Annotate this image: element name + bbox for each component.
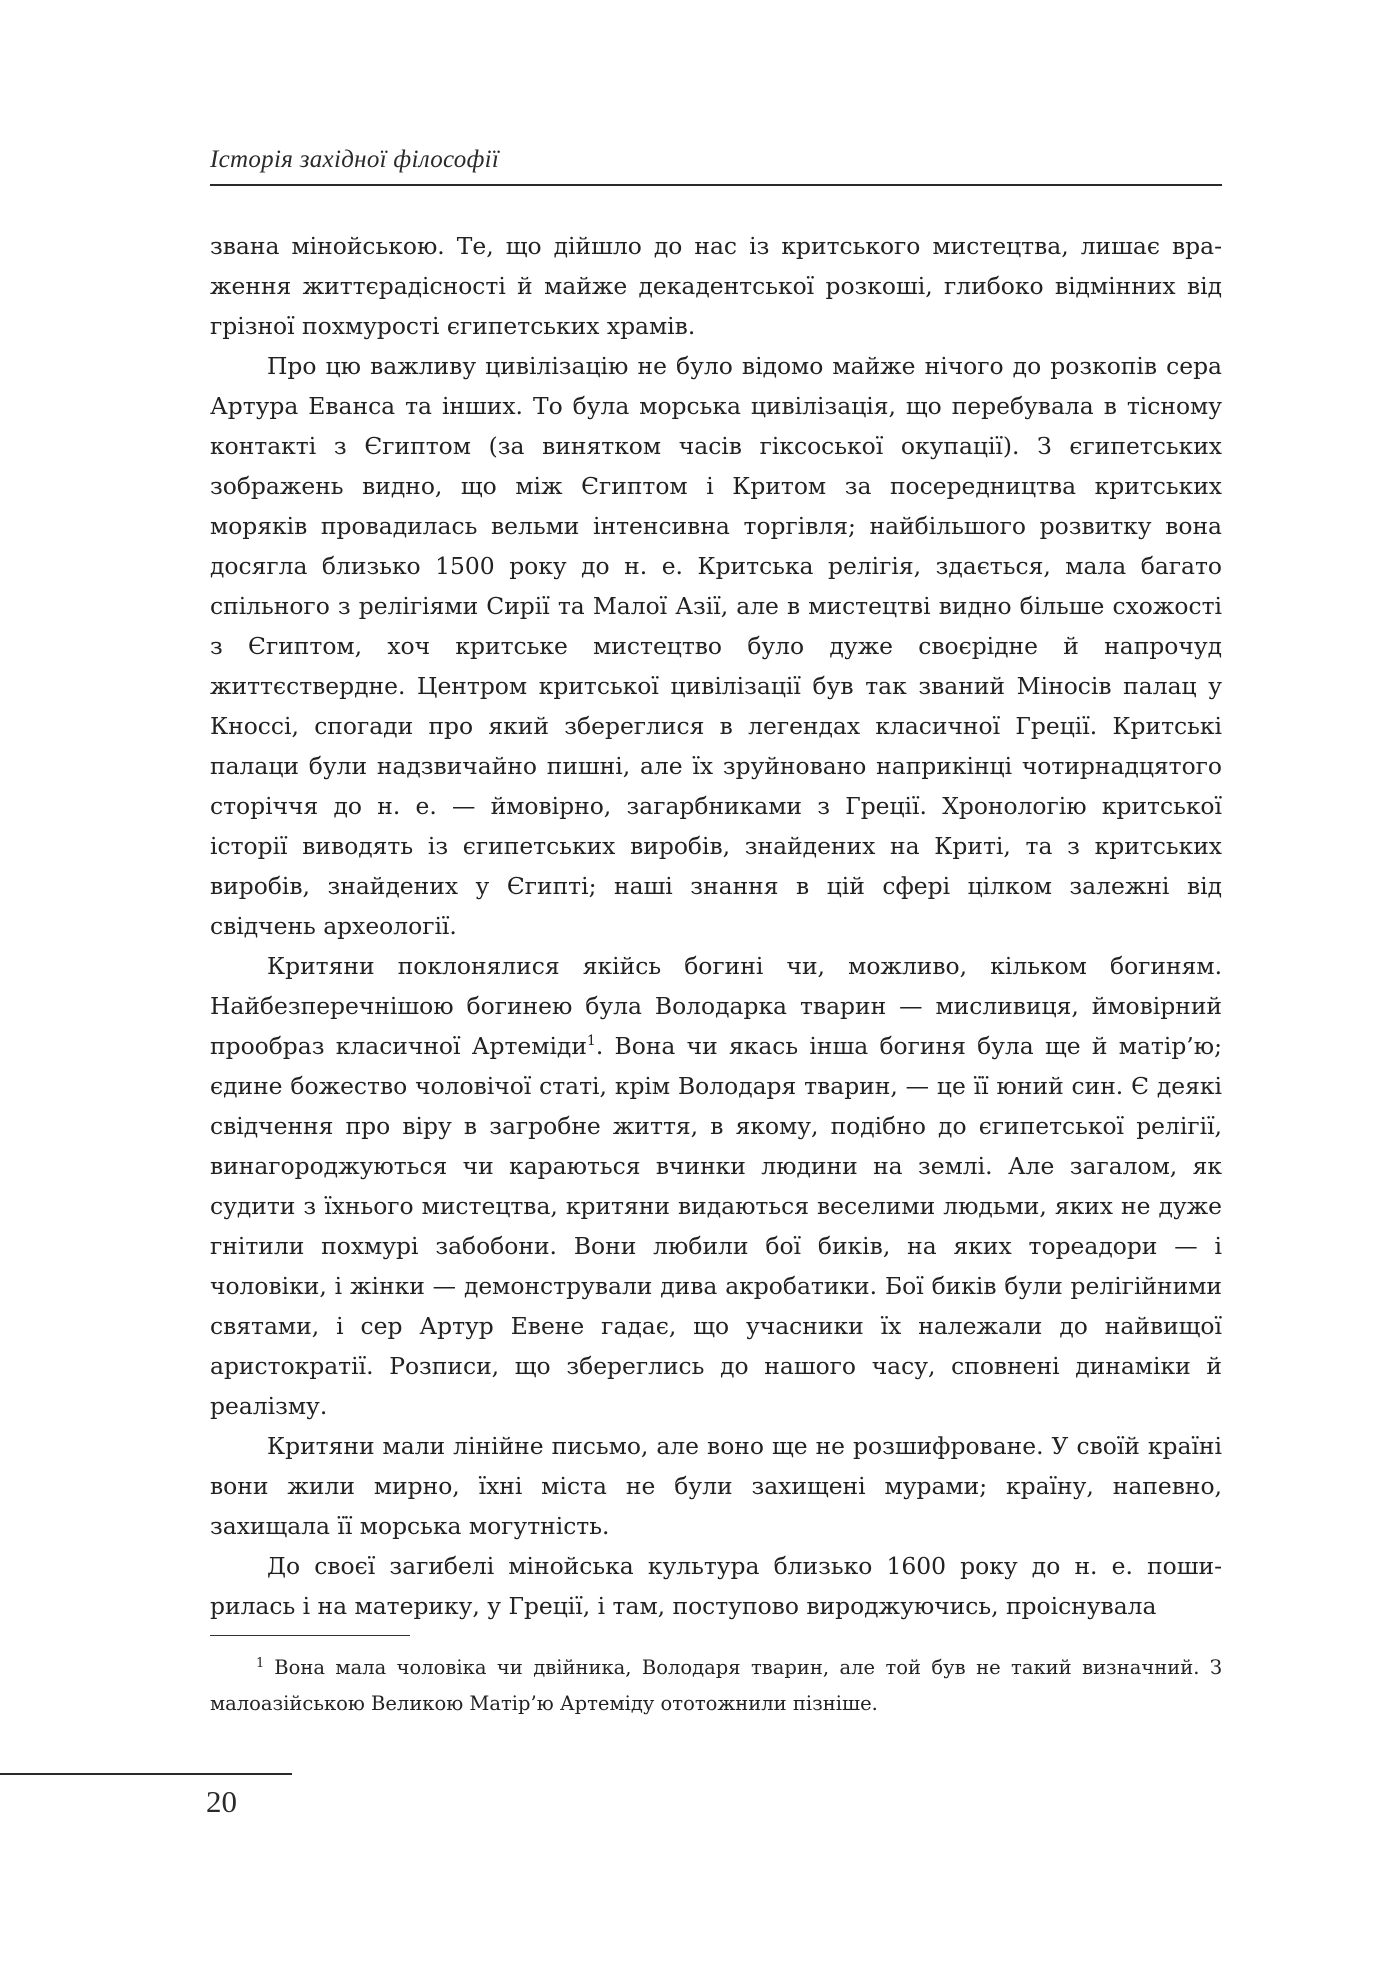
footnote-number: 1 (256, 1655, 265, 1671)
footnote (210, 1650, 1222, 1722)
body-text (210, 226, 1222, 1626)
header-rule (210, 184, 1222, 186)
footnote-paragraph (210, 1650, 1222, 1722)
paragraph-religion (210, 946, 1222, 1426)
footnote-text: Вона мала чоловіка чи двійника, Володаря тварин, але той був не такий визначний. З малоазійською Великою Матір’ю Артеміду ототожнили пізніше. (210, 1656, 1222, 1715)
paragraph-decline: До своєї загибелі мінойська культура близько 1600 року до н. е. поширилась і на материку, у Греції, і там, поступово вироджуючись, проіснувала (210, 1552, 1222, 1620)
page-number: 20 (206, 1784, 237, 1819)
running-head: Історія західної філософії (210, 146, 500, 173)
footnote-rule (210, 1635, 410, 1636)
paragraph-writing: Критяни мали лінійне письмо, але воно ще не розшифроване. У своїй країні вони жили мирно, їхні міста не були захищені мурами; країну, напевно, захищала її морська могутність. (210, 1432, 1222, 1540)
paragraph-religion-text-1: Критяни поклонялися якійсь богині чи, можливо, кільком богиням. Найбезперечнішою богинею була Володарка тварин — мисливиця, ймовірний прообраз класичної Артеміди (210, 952, 1222, 1060)
paragraph-continuation: звана мінойською. Те, що дійшло до нас із критського мистецтва, лишає враження життєрадісності й майже декадентської розкоші, глибоко відмінних від грізної похмурості єгипетських храмів. (210, 232, 1222, 340)
page-number-rule (0, 1773, 292, 1775)
paragraph-civilization: Про цю важливу цивілізацію не було відомо майже нічого до розкопів сера Артура Еванса та інших. То була морська цивілізація, що перебувала в тісному контакті з Єгиптом (за винятком часів гіксоської окупації). З єгипетських зображень видно, що між Єгиптом і Критом за посередництва критських моряків провадилась вельми інтенсивна торгівля; найбільшого розвитку вона досягла близько 1500 року до н. е. Критська релігія, здається, мала багато спільного з релігіями Сирії та Малої Азії, але в мистецтві видно більше схожості з Єгиптом, хоч критське мистецтво було дуже своєрідне й напрочуд життєствердне. Центром критської цивілізації був так званий Міносів палац у Кноссі, спогади про який збереглися в легендах класичної Греції. Критські палаци були надзвичайно пишні, але їх зруйновано наприкінці чотирнадцятого сторіччя до н. е. — ймовірно, загарбниками з Греції. Хронологію критської історії виводять із єгипетських виробів, знайдених на Криті, та з критських виробів, знайдених у Єгипті; наші знання в цій сфері цілком залежні від свідчень археології. (210, 352, 1222, 940)
paragraph-religion-text-2: . Вона чи якась інша богиня була ще й матір’ю; єдине божество чоловічої статі, крім Володаря тварин, — це її юний син. Є деякі свідчення про віру в загробне життя, в якому, подібно до єгипетської релігії, винагороджуються чи караються вчинки людини на землі. Але загалом, як судити з їхнього мистецтва, критяни видаються веселими людьми, яких не дуже гнітили похмурі забобони. Вони любили бої биків, на яких тореадори — і чоловіки, і жінки — демонстрували дива акробатики. Бої биків були релігійними святами, і сер Артур Евене гадає, що учасники їх належали до найвищої аристократії. Розписи, що збереглись до нашого часу, сповнені динаміки й реалізму. (210, 1032, 1222, 1420)
footnote-reference[interactable]: 1 (586, 1033, 596, 1050)
